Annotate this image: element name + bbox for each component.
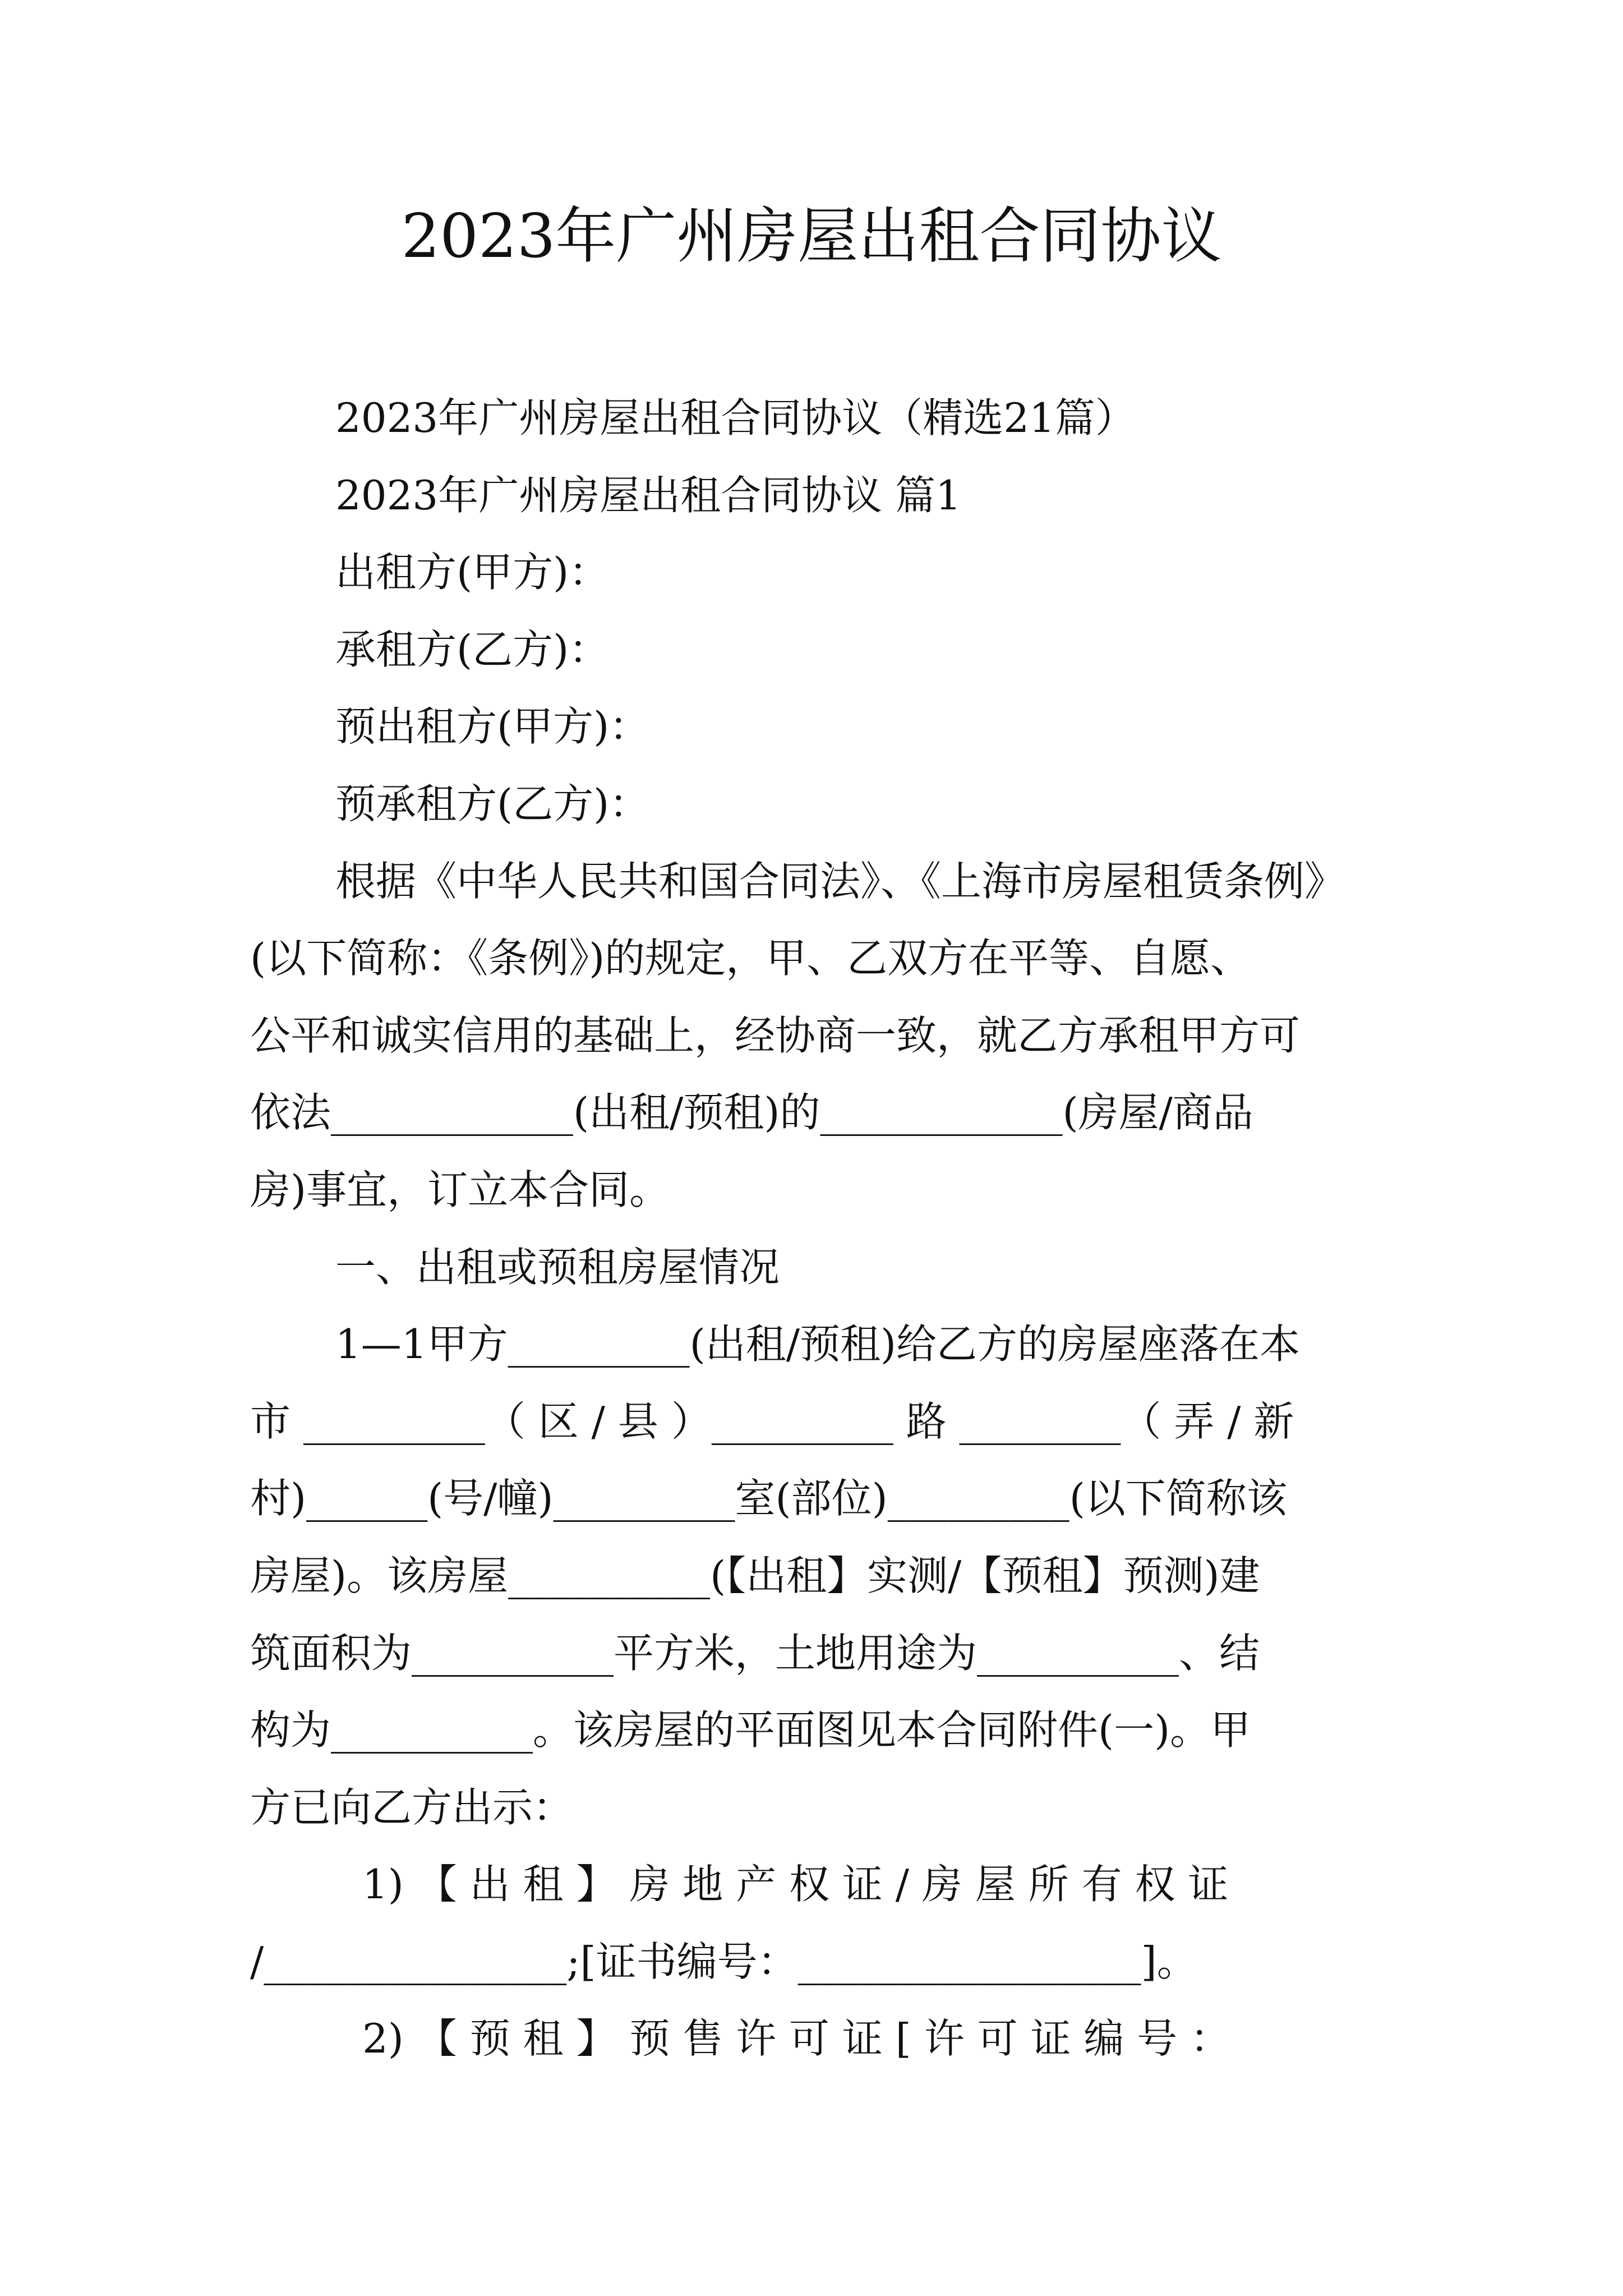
party-pre-lessee: 预承租方(乙方)： bbox=[335, 780, 650, 827]
paragraph-line: 村)______(号/幢)_________室(部位)_________(以下简称该 bbox=[250, 1475, 1287, 1522]
list-item-line: /_______________;[证书编号：_________________]。 bbox=[250, 1938, 1197, 1985]
list-item-line: 1) 【 出 租 】 房 地 产 权 证 / 房 屋 所 有 权 证 bbox=[362, 1861, 1229, 1908]
paragraph-line: 依法____________(出租/预租)的____________(房屋/商品 bbox=[250, 1089, 1253, 1137]
section-heading: 2023年广州房屋出租合同协议 篇1 bbox=[335, 471, 961, 519]
party-lessor: 出租方(甲方)： bbox=[335, 549, 610, 596]
paragraph-line: (以下简称：《条例》)的规定，甲、乙双方在平等、自愿、 bbox=[250, 935, 1251, 982]
paragraph-line: 房)事宜，订立本合同。 bbox=[250, 1166, 670, 1213]
document-body bbox=[250, 380, 1382, 2078]
document-subtitle: 2023年广州房屋出租合同协议（精选21篇） bbox=[335, 394, 1136, 441]
paragraph-line: 公平和诚实信用的基础上，经协商一致，就乙方承租甲方可 bbox=[250, 1011, 1301, 1059]
list-item-line: 2) 【 预 租 】 预 售 许 可 证 [ 许 可 证 编 号 ： bbox=[362, 2015, 1231, 2063]
clause-heading: 一、出租或预租房屋情况 bbox=[335, 1243, 780, 1291]
paragraph-line: 根据《中华人民共和国合同法》、《上海市房屋租赁条例》 bbox=[335, 857, 1345, 905]
paragraph-line: 方已向乙方出示： bbox=[250, 1783, 574, 1831]
document-title: 2023年广州房屋出租合同协议 bbox=[401, 201, 1222, 272]
paragraph-line: 市 _________（ 区 / 县 ）_________ 路 ________（ 弄 / 新 bbox=[250, 1397, 1294, 1445]
paragraph-line: 1—1甲方_________(出租/预租)给乙方的房屋座落在本 bbox=[335, 1320, 1301, 1368]
paragraph-line: 筑面积为__________平方米，土地用途为__________、结 bbox=[250, 1629, 1260, 1677]
paragraph-line: 构为__________。该房屋的平面图见本合同附件(一)。甲 bbox=[250, 1706, 1251, 1754]
party-pre-lessor: 预出租方(甲方)： bbox=[335, 703, 650, 751]
party-lessee: 承租方(乙方)： bbox=[335, 625, 610, 673]
paragraph-line: 房屋)。该房屋__________(【出租】实测/【预租】预测)建 bbox=[250, 1552, 1260, 1599]
